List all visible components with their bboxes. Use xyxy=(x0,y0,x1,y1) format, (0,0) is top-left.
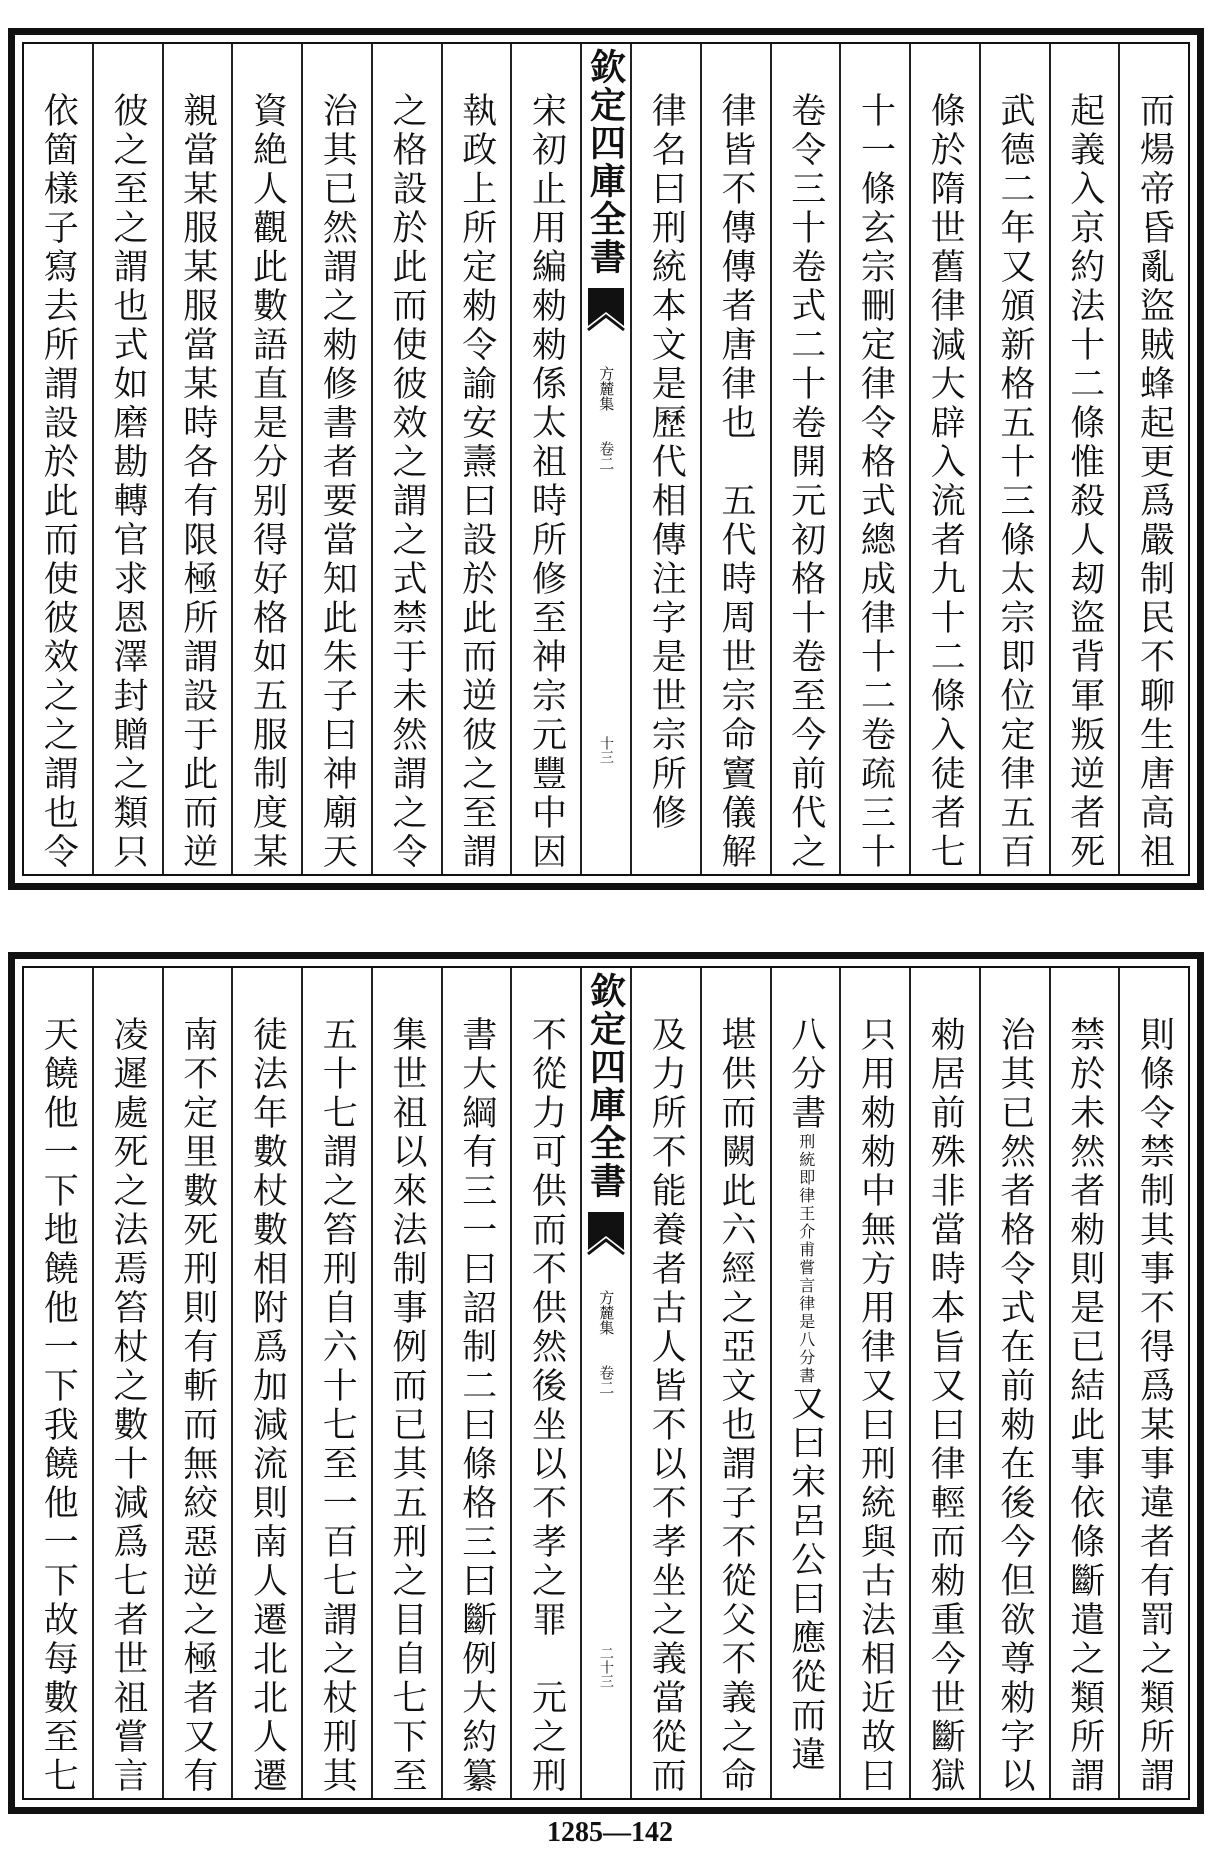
text-column: 集世祖以來法制事例而已其五刑之目自七下至 xyxy=(371,968,441,1798)
text-column-with-note: 八分書刑統即律王介甫嘗言律是八分書又曰宋呂公曰應從而違 xyxy=(770,968,840,1798)
text-column: 十一條玄宗刪定律令格式總成律十二卷疏三十 xyxy=(839,44,909,874)
text-column: 堪供而闕此六經之亞文也謂子不從父不義之命 xyxy=(700,968,770,1798)
text-column: 則條令禁制其事不得爲某事違者有罰之類所謂 xyxy=(1118,968,1188,1798)
text-column: 而煬帝昏亂盜賊蜂起更爲嚴制民不聊生唐高祖 xyxy=(1118,44,1188,874)
leaf-number: 十三 xyxy=(598,736,614,764)
text-column: 治其已然者格令式在前勑在後今但欲尊勑字以 xyxy=(979,968,1049,1798)
collection-title: 欽定四庫全書 xyxy=(584,972,627,1200)
text-column: 律皆不傳傳者唐律也 五代時周世宗命竇儀解 xyxy=(700,44,770,874)
text-column: 律名曰刑統本文是歷代相傳注字是世宗所修 xyxy=(630,44,700,874)
text-column: 親當某服某服當某時各有限極所謂設于此而逆 xyxy=(162,44,232,874)
folio-bottom xyxy=(8,952,1204,1814)
text-column: 天饒他一下地饒他一下我饒他一下故每數至七 xyxy=(38,1016,79,1796)
leaf-number: 二十三 xyxy=(598,1646,614,1688)
text-column: 執政上所定勑令諭安燾曰設於此而逆彼之至謂 xyxy=(441,44,511,874)
text-column: 書大綱有三一曰詔制二曰條格三曰斷例大約纂 xyxy=(441,968,511,1798)
text-column: 依箇樣子寫去所謂設於此而使彼效之之謂也令 xyxy=(38,92,79,872)
text-column: 不從力可供而不供然後坐以不孝之罪 元之刑 xyxy=(510,968,580,1798)
center-fold-column xyxy=(580,968,630,1798)
interlinear-note: 刑統即律王介甫嘗言律是八分書 xyxy=(796,1133,816,1385)
text-column: 治其已然謂之勑修書者要當知此朱子曰神廟天 xyxy=(301,44,371,874)
book-title: 方麓集 xyxy=(597,1290,616,1335)
text-column: 凌遲處死之法焉笞杖之數十減爲七者世祖嘗言 xyxy=(92,968,162,1798)
book-title: 方麓集 xyxy=(597,366,616,411)
text-column: 只用勑勑中無方用律又曰刑統與古法相近故曰 xyxy=(839,968,909,1798)
text-column: 宋初止用編勑勑係太祖時所修至神宗元豐中因 xyxy=(510,44,580,874)
folio-top-frame xyxy=(22,42,1190,876)
text-column: 武德二年又頒新格五十三條太宗即位定律五百 xyxy=(979,44,1049,874)
text-column: 起義入京約法十二條惟殺人刼盜背軍叛逆者死 xyxy=(1049,44,1119,874)
center-fold-column xyxy=(580,44,630,874)
collection-title: 欽定四庫全書 xyxy=(584,48,627,276)
volume-label: 卷二 xyxy=(597,441,616,471)
fish-tail-mark-icon xyxy=(586,1210,626,1260)
volume-label: 卷二 xyxy=(597,1365,616,1395)
folio-bottom-frame xyxy=(22,966,1190,1800)
page-number: 1285—142 xyxy=(547,1817,673,1848)
text-column: 徒法年數杖數相附爲加減流則南人遷北北人遷 xyxy=(231,968,301,1798)
text-column: 及力所不能養者古人皆不以不孝坐之義當從而 xyxy=(630,968,700,1798)
text-column: 之格設於此而使彼效之謂之式禁于未然謂之令 xyxy=(371,44,441,874)
text-column: 條於隋世舊律減大辟入流者九十二條入徒者七 xyxy=(909,44,979,874)
text-column: 彼之至之謂也式如磨勘轉官求恩澤封贈之類只 xyxy=(92,44,162,874)
text-column: 五十七謂之笞刑自六十七至一百七謂之杖刑其 xyxy=(301,968,371,1798)
folio-top xyxy=(8,28,1204,890)
text-column: 勑居前殊非當時本旨又曰律輕而勑重今世斷獄 xyxy=(909,968,979,1798)
text-column: 資絶人觀此數語直是分别得好格如五服制度某 xyxy=(231,44,301,874)
text-column: 禁於未然者勑則是已結此事依條斷遣之類所謂 xyxy=(1049,968,1119,1798)
text-column: 卷令三十卷式二十卷開元初格十卷至今前代之 xyxy=(770,44,840,874)
fish-tail-mark-icon xyxy=(586,286,626,336)
text-column: 南不定里數死刑則有斬而無絞惡逆之極者又有 xyxy=(162,968,232,1798)
